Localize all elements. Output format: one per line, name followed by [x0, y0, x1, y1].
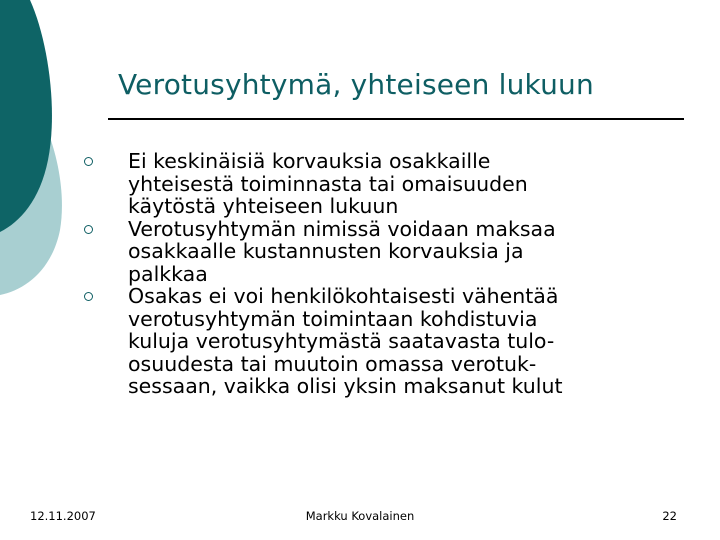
title-divider: [108, 118, 684, 120]
footer-date: 12.11.2007: [30, 509, 96, 523]
bullet-line: verotusyhtymän toimintaan kohdistuvia: [128, 306, 538, 331]
bullet-line: Verotusyhtymän nimissä voidaan maksaa: [128, 216, 556, 241]
bullet-line: käytöstä yhteiseen lukuun: [128, 194, 399, 218]
bullet-item: [84, 285, 684, 398]
bullet-line: palkkaa: [128, 261, 208, 286]
page-number: 22: [662, 509, 677, 523]
bullet-line: kuluja verotusyhtymästä saatavasta tulo-: [128, 329, 555, 353]
bullet-line: osakkaalle kustannusten korvauksia ja: [128, 239, 524, 263]
bullet-line: Ei keskinäisiä korvauksia osakkaille: [128, 149, 491, 173]
bullet-list: [84, 150, 684, 398]
footer-author: Markku Kovalainen: [305, 509, 415, 523]
bullet-item: [84, 150, 684, 218]
hollow-circle-bullet-icon: [84, 157, 93, 166]
bullet-line: sessaan, vaikka olisi yksin maksanut kulut: [128, 374, 563, 398]
bullet-text: [128, 285, 684, 398]
bullet-text: [128, 218, 684, 286]
hollow-circle-bullet-icon: [84, 225, 93, 234]
corner-decoration: [0, 0, 80, 300]
hollow-circle-bullet-icon: [84, 292, 93, 301]
bullet-item: [84, 218, 684, 286]
bullet-line: osuudesta tai muutoin omassa verotuk-: [128, 351, 537, 376]
bullet-line: yhteisestä toiminnasta tai omaisuuden: [128, 171, 528, 196]
bullet-text: [128, 150, 684, 218]
slide-title: Verotusyhtymä, yhteiseen lukuun: [118, 68, 594, 101]
bullet-line: Osakas ei voi henkilökohtaisesti vähentää: [128, 284, 559, 308]
